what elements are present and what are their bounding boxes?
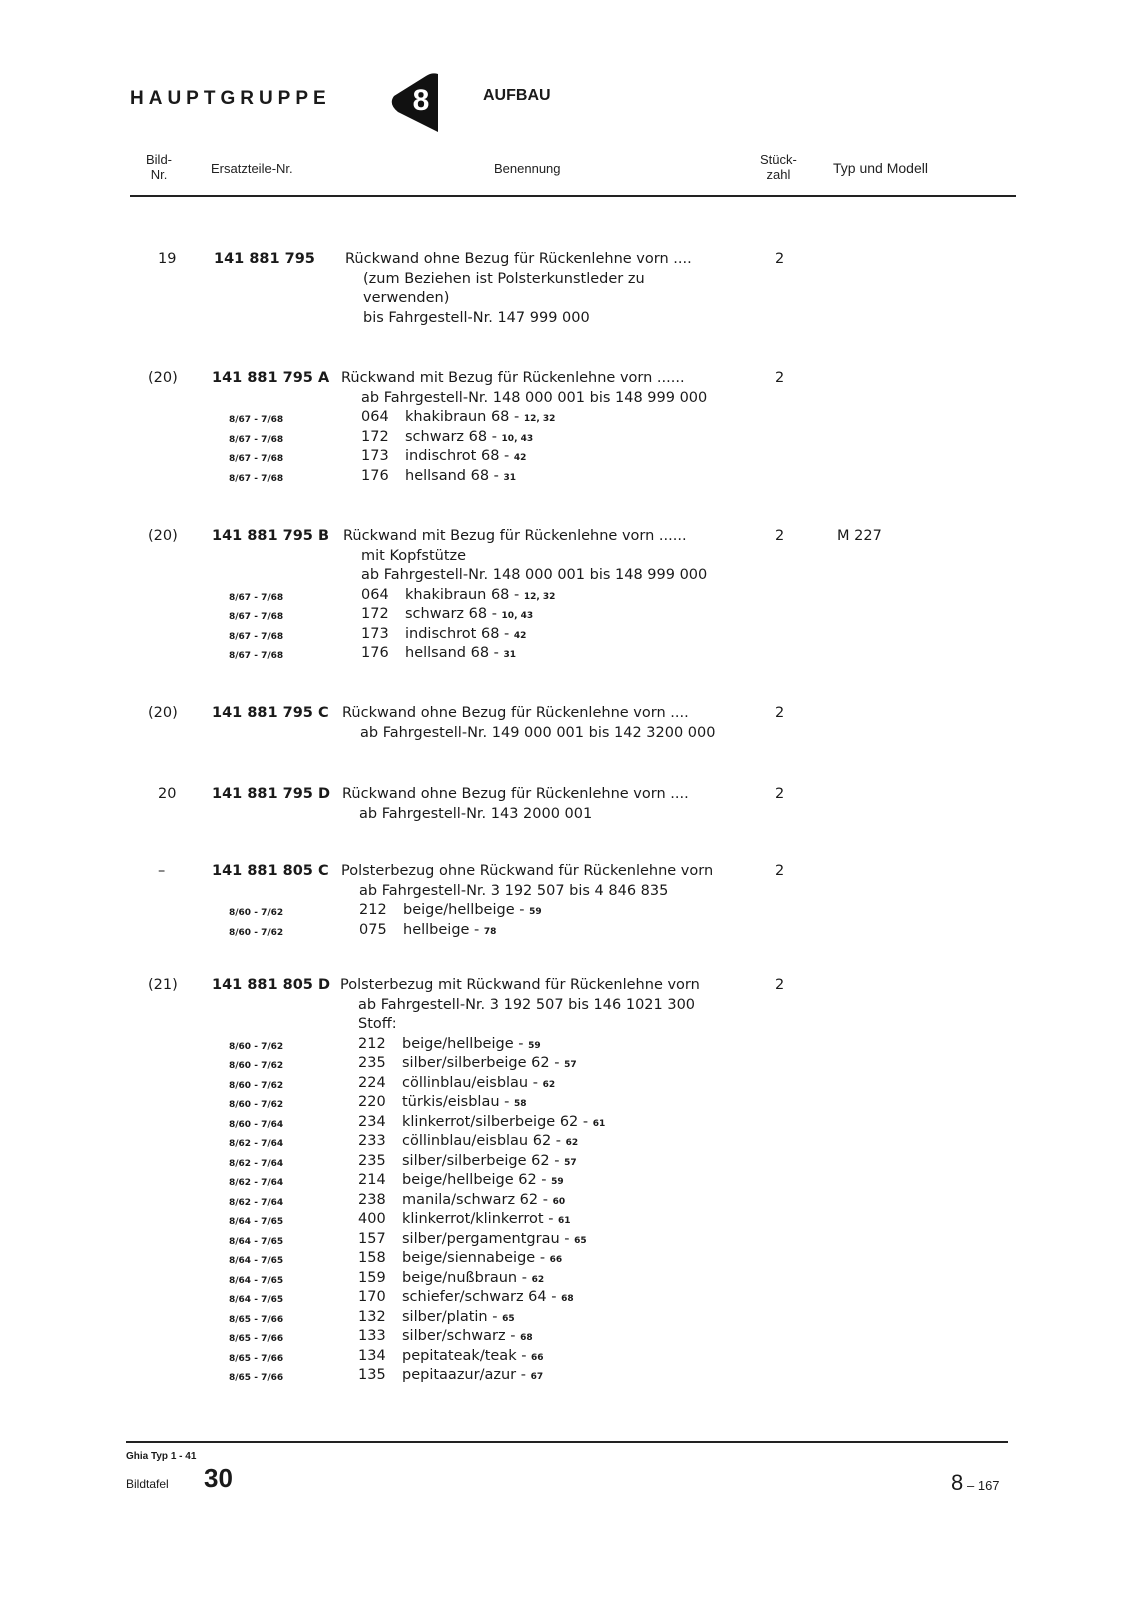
variant-period: 8/67 - 7/68 xyxy=(229,473,284,484)
variant-color: türkis/eisblau - xyxy=(402,1094,510,1110)
variant-color: hellbeige - xyxy=(403,921,480,938)
variant-color: indischrot 68 - xyxy=(405,625,510,642)
variant-ref: 59 xyxy=(551,1177,564,1187)
part-number[interactable]: 141 881 795 C xyxy=(212,705,329,721)
variant-ref: 68 xyxy=(561,1294,574,1304)
part-description: Rückwand ohne Bezug für Rückenlehne vorn .... xyxy=(342,705,689,721)
col-stueckzahl: Stück- zahl xyxy=(760,152,797,182)
variant-period: 8/67 - 7/68 xyxy=(229,434,284,445)
variant-item xyxy=(358,1152,577,1174)
quantity: 2 xyxy=(775,786,785,802)
variant-ref: 65 xyxy=(502,1313,515,1324)
variant-item xyxy=(358,1093,527,1115)
variant-item xyxy=(358,1132,578,1154)
variant-code: 173 xyxy=(361,625,389,642)
variant-code: 173 xyxy=(361,448,389,464)
variant-code: 238 xyxy=(358,1191,386,1208)
variant-ref: 78 xyxy=(483,926,497,937)
part-number[interactable]: 141 881 795 D xyxy=(212,786,330,802)
part-description: Rückwand ohne Bezug für Rückenlehne vorn .... xyxy=(345,251,692,267)
variant-code: 234 xyxy=(358,1113,386,1130)
variant-period: 8/62 - 7/64 xyxy=(229,1197,284,1208)
variant-color: silber/platin - xyxy=(402,1308,498,1325)
description-line: ab Fahrgestell-Nr. 3 192 507 bis 4 846 835 xyxy=(359,882,669,899)
variant-color: hellsand 68 - xyxy=(405,645,499,661)
description-line: ab Fahrgestell-Nr. 3 192 507 bis 146 1021 300 xyxy=(358,996,696,1013)
variant-color: indischrot 68 - xyxy=(405,448,510,464)
variant-item xyxy=(358,1230,587,1252)
variant-item xyxy=(359,921,496,943)
variant-period: 8/67 - 7/68 xyxy=(229,612,284,622)
variant-code: 212 xyxy=(359,902,387,918)
variant-ref: 12, 32 xyxy=(523,591,556,602)
variant-period: 8/64 - 7/65 xyxy=(229,1256,284,1266)
variant-code: 170 xyxy=(358,1289,386,1305)
variant-period: 8/65 - 7/66 xyxy=(229,1334,284,1344)
variant-code: 064 xyxy=(361,409,389,425)
variant-item xyxy=(358,1366,543,1388)
variant-code: 135 xyxy=(358,1367,386,1383)
variant-period: 8/60 - 7/62 xyxy=(229,1080,284,1091)
variant-code: 235 xyxy=(358,1055,386,1071)
part-description: Rückwand mit Bezug für Rückenlehne vorn ...... xyxy=(341,370,685,386)
variant-code: 214 xyxy=(358,1172,386,1188)
quantity: 2 xyxy=(775,251,785,267)
description-line: ab Fahrgestell-Nr. 148 000 001 bis 148 999 000 xyxy=(361,567,708,583)
part-number[interactable]: 141 881 795 A xyxy=(212,370,330,386)
variant-ref: 59 xyxy=(529,907,542,917)
variant-ref: 59 xyxy=(528,1040,541,1051)
part-number[interactable]: 141 881 805 D xyxy=(212,977,330,993)
part-number[interactable]: 141 881 805 C xyxy=(212,863,329,879)
variant-period: 8/62 - 7/64 xyxy=(229,1178,284,1188)
variant-item xyxy=(361,644,516,666)
part-number[interactable]: 141 881 795 B xyxy=(212,528,329,544)
description-line: ab Fahrgestell-Nr. 148 000 001 bis 148 999 000 xyxy=(361,389,708,406)
variant-ref: 58 xyxy=(513,1099,527,1109)
bild-number: (20) xyxy=(148,705,178,721)
footer-rule xyxy=(126,1441,1008,1443)
variant-item xyxy=(361,467,516,489)
variant-code: 212 xyxy=(358,1035,386,1052)
quantity: 2 xyxy=(775,370,785,386)
footer-bildtafel-number: 30 xyxy=(204,1463,233,1493)
part-number[interactable]: 141 881 795 xyxy=(214,251,315,267)
variant-item xyxy=(361,428,533,450)
variant-color: klinkerrot/klinkerrot - xyxy=(402,1211,554,1227)
variant-ref: 12, 32 xyxy=(523,414,556,424)
part-description: Polsterbezug ohne Rückwand für Rückenlehne vorn xyxy=(341,863,714,879)
bild-number: 19 xyxy=(158,251,177,267)
variant-code: 172 xyxy=(361,606,389,622)
variant-ref: 61 xyxy=(592,1118,606,1129)
variant-code: 159 xyxy=(358,1269,386,1286)
description-line: Stoff: xyxy=(358,1016,397,1032)
bild-number: (20) xyxy=(148,370,178,386)
variant-item xyxy=(361,447,526,469)
variant-ref: 62 xyxy=(565,1138,579,1148)
footer-model: Ghia Typ 1 - 41 xyxy=(126,1451,197,1462)
variant-color: khakibraun 68 - xyxy=(405,409,520,425)
part-description: Rückwand mit Bezug für Rückenlehne vorn ...... xyxy=(343,528,687,544)
description-line: ab Fahrgestell-Nr. 149 000 001 bis 142 3200 000 xyxy=(360,724,716,741)
variant-color: silber/pergamentgrau - xyxy=(402,1230,570,1247)
variant-period: 8/67 - 7/68 xyxy=(229,651,284,661)
variant-ref: 67 xyxy=(530,1372,544,1382)
variant-color: pepitateak/teak - xyxy=(402,1347,527,1364)
variant-item xyxy=(358,1191,565,1213)
variant-period: 8/64 - 7/65 xyxy=(229,1217,284,1227)
model: M 227 xyxy=(837,528,882,544)
footer-page-minor: – 167 xyxy=(967,1478,1000,1493)
variant-period: 8/60 - 7/62 xyxy=(229,1100,284,1110)
variant-ref: 66 xyxy=(531,1352,544,1363)
group-badge xyxy=(388,72,444,134)
variant-color: beige/nußbraun - xyxy=(402,1269,527,1286)
variant-color: manila/schwarz 62 - xyxy=(402,1191,548,1208)
variant-color: schwarz 68 - xyxy=(405,606,497,622)
variant-ref: 66 xyxy=(549,1255,563,1265)
variant-item xyxy=(361,605,533,627)
variant-color: silber/schwarz - xyxy=(402,1328,516,1344)
variant-item xyxy=(358,1327,533,1349)
variant-color: beige/siennabeige - xyxy=(402,1250,546,1266)
quantity: 2 xyxy=(775,528,785,544)
group-number: 8 xyxy=(412,84,430,117)
bild-number: (20) xyxy=(148,528,178,544)
variant-code: 132 xyxy=(358,1308,386,1325)
variant-ref: 42 xyxy=(513,630,527,641)
group-label: HAUPTGRUPPE xyxy=(130,88,331,109)
bild-number: 20 xyxy=(158,786,177,802)
variant-code: 134 xyxy=(358,1347,386,1364)
variant-code: 224 xyxy=(358,1074,386,1091)
description-line: bis Fahrgestell-Nr. 147 999 000 xyxy=(363,309,590,326)
footer-page-major: 8 xyxy=(951,1470,964,1495)
variant-color: klinkerrot/silberbeige 62 - xyxy=(402,1113,589,1130)
variant-period: 8/62 - 7/64 xyxy=(229,1139,284,1149)
header-rule xyxy=(130,195,1016,197)
variant-period: 8/64 - 7/65 xyxy=(229,1295,284,1305)
quantity: 2 xyxy=(775,863,785,879)
variant-ref: 61 xyxy=(558,1216,571,1226)
variant-ref: 10, 43 xyxy=(501,611,534,621)
variant-ref: 60 xyxy=(552,1196,566,1207)
variant-code: 075 xyxy=(359,921,387,938)
variant-code: 064 xyxy=(361,586,389,603)
variant-code: 176 xyxy=(361,645,389,661)
variant-item xyxy=(358,1347,544,1369)
variant-item xyxy=(358,1074,555,1096)
variant-color: schiefer/schwarz 64 - xyxy=(402,1289,557,1305)
variant-ref: 62 xyxy=(542,1079,556,1090)
variant-item xyxy=(358,1210,571,1232)
variant-period: 8/60 - 7/62 xyxy=(229,908,284,918)
variant-period: 8/67 - 7/68 xyxy=(229,631,284,642)
quantity: 2 xyxy=(775,705,785,721)
variant-color: schwarz 68 - xyxy=(405,428,497,445)
variant-code: 220 xyxy=(358,1094,386,1110)
variant-item xyxy=(358,1288,574,1310)
quantity: 2 xyxy=(775,977,785,993)
group-number-icon xyxy=(388,72,444,134)
variant-color: pepitaazur/azur - xyxy=(402,1367,526,1383)
variant-period: 8/60 - 7/62 xyxy=(229,927,284,938)
variant-color: silber/silberbeige 62 - xyxy=(402,1152,560,1169)
variant-code: 133 xyxy=(358,1328,386,1344)
part-description: Polsterbezug mit Rückwand für Rückenlehne vorn xyxy=(340,977,700,993)
variant-ref: 57 xyxy=(564,1060,577,1070)
bild-number: (21) xyxy=(148,977,178,993)
variant-code: 400 xyxy=(358,1211,386,1227)
variant-period: 8/62 - 7/64 xyxy=(229,1158,284,1169)
variant-color: hellsand 68 - xyxy=(405,467,499,484)
variant-period: 8/67 - 7/68 xyxy=(229,415,284,425)
description-line: ab Fahrgestell-Nr. 143 2000 001 xyxy=(359,805,593,822)
description-line: verwenden) xyxy=(363,290,450,306)
description-line: mit Kopfstütze xyxy=(361,547,467,564)
variant-color: cöllinblau/eisblau 62 - xyxy=(402,1133,562,1149)
description-line: (zum Beziehen ist Polsterkunstleder zu xyxy=(363,270,645,287)
variant-code: 176 xyxy=(361,467,389,484)
variant-item xyxy=(358,1054,577,1076)
variant-item xyxy=(359,901,542,923)
col-typ-modell: Typ und Modell xyxy=(833,160,928,176)
variant-item xyxy=(361,408,555,430)
variant-item xyxy=(358,1113,605,1135)
variant-item xyxy=(361,586,555,608)
variant-code: 157 xyxy=(358,1230,386,1247)
variant-color: beige/hellbeige - xyxy=(402,1035,524,1052)
variant-period: 8/67 - 7/68 xyxy=(229,592,284,603)
variant-ref: 57 xyxy=(564,1157,577,1168)
variant-item xyxy=(358,1308,515,1330)
variant-code: 233 xyxy=(358,1133,386,1149)
variant-period: 8/67 - 7/68 xyxy=(229,454,284,464)
variant-item xyxy=(358,1171,564,1193)
bild-number: – xyxy=(158,863,166,879)
variant-ref: 31 xyxy=(503,472,517,483)
variant-item xyxy=(358,1269,544,1291)
variant-color: silber/silberbeige 62 - xyxy=(402,1055,560,1071)
variant-ref: 68 xyxy=(520,1333,533,1343)
variant-code: 158 xyxy=(358,1250,386,1266)
variant-ref: 62 xyxy=(531,1274,545,1285)
variant-item xyxy=(358,1035,541,1057)
variant-period: 8/65 - 7/66 xyxy=(229,1353,284,1364)
footer-bildtafel-label: Bildtafel xyxy=(126,1477,169,1491)
variant-period: 8/65 - 7/66 xyxy=(229,1373,284,1383)
part-description: Rückwand ohne Bezug für Rückenlehne vorn .... xyxy=(342,786,689,802)
variant-ref: 42 xyxy=(513,453,527,463)
variant-period: 8/60 - 7/62 xyxy=(229,1061,284,1071)
variant-period: 8/64 - 7/65 xyxy=(229,1275,284,1286)
variant-period: 8/64 - 7/65 xyxy=(229,1236,284,1247)
variant-item xyxy=(358,1249,562,1271)
variant-period: 8/60 - 7/64 xyxy=(229,1119,284,1130)
col-benennung: Benennung xyxy=(494,161,561,176)
variant-code: 235 xyxy=(358,1152,386,1169)
variant-ref: 10, 43 xyxy=(501,433,534,444)
variant-ref: 65 xyxy=(574,1235,587,1246)
variant-period: 8/65 - 7/66 xyxy=(229,1314,284,1325)
variant-color: beige/hellbeige - xyxy=(403,902,525,918)
variant-code: 172 xyxy=(361,428,389,445)
col-bild-nr: Bild- Nr. xyxy=(146,152,173,182)
variant-color: khakibraun 68 - xyxy=(405,586,520,603)
col-ersatzteile-nr: Ersatzteile-Nr. xyxy=(211,161,293,176)
variant-color: cöllinblau/eisblau - xyxy=(402,1074,538,1091)
variant-period: 8/60 - 7/62 xyxy=(229,1041,284,1052)
variant-color: beige/hellbeige 62 - xyxy=(402,1172,547,1188)
variant-item xyxy=(361,625,526,647)
group-name: AUFBAU xyxy=(483,87,551,104)
variant-ref: 31 xyxy=(503,650,517,660)
